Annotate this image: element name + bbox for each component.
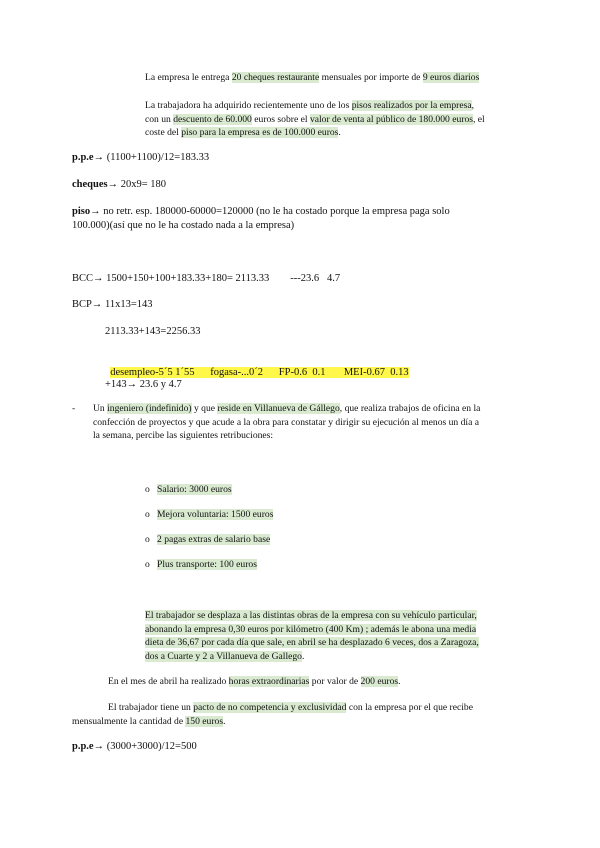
paragraph-pacto: El trabajador tiene un pacto de no competencia y exclusividad con la empresa por el que recibe mensualmente la cantidad de 150 euros. [72,702,473,727]
cheques-calculation: cheques→ 20x9= 180 [72,179,167,190]
bullet-item-salary: o Salario: 3000 euros [145,484,232,495]
ppe-calculation-1: p.p.e→ (1100+1100)/12=183.33 [72,152,210,163]
paragraph-desplazamientos: El trabajador se desplaza a las distintas obras de la empresa con su vehículo particular, abonando la empresa 0,30 euros por kilómetro (400 Km) ; además le abona una media dieta de 36,67 por cada día que sale, en abril se ha desplazado 6 veces, dos a Zaragoza, dos a Cuarte y 2 a Villanueva de Gallego. [145,610,479,662]
bullet-marker: o [145,509,150,520]
case-dash: - [72,403,76,414]
bullet-item-mejora: o Mejora voluntaria: 1500 euros [145,509,274,520]
bcc-calculation: BCC→ 1500+150+100+183.33+180= 2113.33 ---23.6 4.7 [72,273,341,284]
paragraph-horas-extra: En el mes de abril ha realizado horas extraordinarias por valor de 200 euros. [108,676,401,687]
bullet-marker: o [145,559,150,570]
bullet-item-pagas: o 2 pagas extras de salario base [145,534,271,545]
sum-calculation: 2113.33+143=2256.33 [105,326,201,337]
paragraph-engineer: Un ingeniero (indefinido) y que reside en Villanueva de Gállego, que realiza trabajos de oficina en la confección de proyectos y que acude a la obra para constatar y dirigir su ejecución al menos un día a la semana, percibe las siguientes retribuciones: [93,403,481,441]
piso-calculation: piso→ no retr. esp. 180000-60000=120000 (no le ha costado porque la empresa paga solo 100.000)(así que no le ha costado nada a la empresa) [72,206,450,231]
result-line: +143→ 23.6 y 4.7 [105,379,182,390]
ppe-calculation-2: p.p.e→ (3000+3000)/12=500 [72,741,197,752]
paragraph-piso: La trabajadora ha adquirido recientemente uno de los pisos realizados por la empresa, con un descuento de 60.000 euros sobre el valor de venta al público de 180.000 euros, el coste del piso para la empresa es de 100.000 euros. [145,100,485,138]
bullet-marker: o [145,534,150,545]
paragraph-cheques: La empresa le entrega 20 cheques restaurante mensuales por importe de 9 euros diarios [145,72,480,83]
contribution-rates: desempleo-5´5 1´55 fogasa-...0´2 FP-0.6 0.1 MEI-0.67 0.13 [110,366,409,378]
bullet-marker: o [145,484,150,495]
bullet-item-transporte: o Plus transporte: 100 euros [145,559,257,570]
bcp-calculation: BCP→ 11x13=143 [72,299,153,310]
